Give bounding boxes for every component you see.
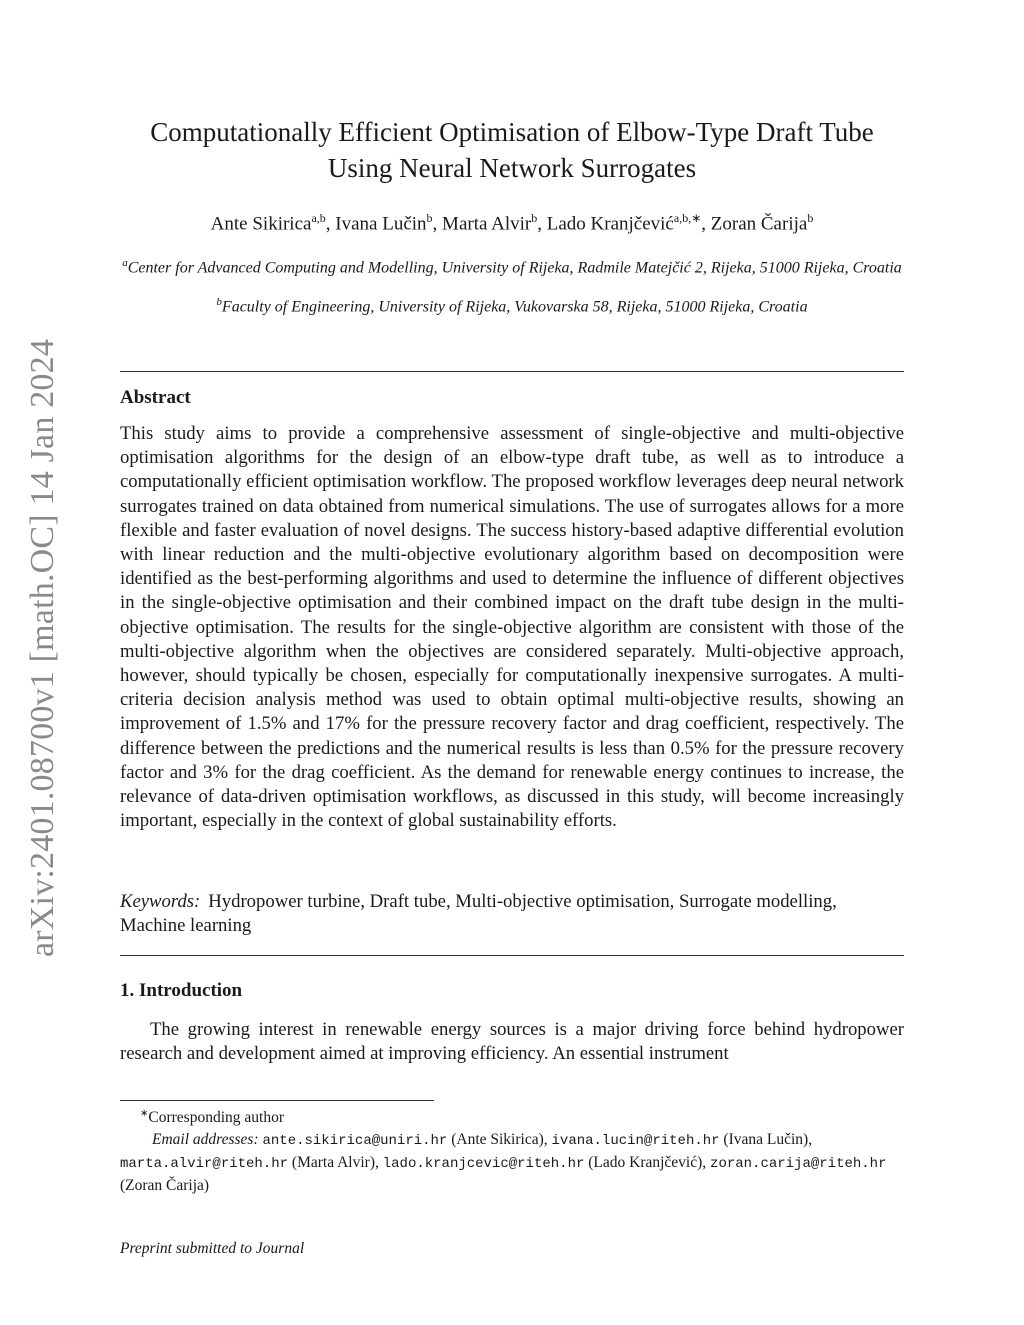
arxiv-stamp: [18, 340, 68, 955]
affiliation-text: Faculty of Engineering, University of Rijeka, Vukovarska 58, Rijeka, 51000 Rijeka, Croatia: [221, 298, 808, 316]
author-name: Ante Sikirica: [210, 213, 312, 235]
affiliation-text: Center for Advanced Computing and Modelling, University of Rijeka, Radmile Matejčić 2, Rijeka, 51000 Rijeka, Croatia: [127, 259, 902, 277]
corresponding-author-note: [120, 1103, 904, 1129]
arxiv-stamp-text: arXiv:2401.08700v1 [math.OC] 14 Jan 2024: [24, 338, 62, 957]
abstract-heading: Abstract: [120, 387, 191, 408]
email-link[interactable]: lado.kranjcevic@riteh.hr: [382, 1156, 585, 1173]
affiliation-label: a: [122, 257, 128, 269]
author-name: Lado Kranjčević: [546, 213, 674, 235]
email-label: Email addresses:: [152, 1131, 259, 1149]
email-owner: (Marta Alvir): [291, 1154, 375, 1172]
author-affiliation-mark: a,b,∗: [673, 211, 702, 225]
author-affiliation-mark: b: [807, 211, 814, 225]
email-owner: (Ivana Lučin): [723, 1131, 809, 1149]
author-name: Ivana Lučin: [335, 213, 427, 235]
author-affiliation-mark: b: [426, 211, 433, 225]
affiliation-a: [120, 253, 904, 278]
author-list: Ante Sikirica$^{a,b}$, Ivana Lučin$^b$, Marta Alvir$^b$, Lado Kranjčević$^{a,b,∗}$, Zoran Čarija$^b$: [210, 211, 814, 235]
abstract-body: This study aims to provide a comprehensive assessment of single-objective and multi-objective optimisation algorithms for the design of an elbow-type draft tube, as well as to introduce a computationally efficient optimisation workflow. The proposed workflow leverages deep neural network surrogates trained on data obtained from numerical simulations. The use of surrogates allows for a more flexible and faster evaluation of novel designs. The success history-based adaptive differential evolution with linear reduction and the multi-objective evolutionary algorithm based on decomposition were identified as the best-performing algorithms and used to determine the influence of different objectives in the single-objective optimisation and their combined impact on the draft tube design in the multi-objective optimisation. The results for the single-objective algorithm are consistent with those of the multi-objective algorithm when the objectives are considered separately. Multi-objective approach, however, should typically be chosen, especially for computationally inexpensive surrogates. A multi-criteria decision analysis method was used to obtain optimal multi-objective results, showing an improvement of 1.5% and 17% for the pressure recovery factor and drag coefficient, respectively. The difference between the predictions and the numerical results is less than 0.5% for the pressure recovery factor and 3% for the drag coefficient. As the demand for renewable energy continues to increase, the relevance of data-driven optimisation workflows, as discussed in this study, will become increasingly important, especially in the context of global sustainability efforts.: [120, 423, 904, 832]
keywords: [120, 890, 904, 938]
email-owner: (Ante Sikirica): [451, 1131, 544, 1149]
email-link[interactable]: ivana.lucin@riteh.hr: [551, 1133, 720, 1150]
introduction-heading: 1. Introduction: [120, 980, 243, 1001]
abstract-bottom-rule: [120, 955, 904, 956]
author-name: Marta Alvir: [442, 213, 532, 235]
author-affiliation-mark: b: [531, 211, 538, 225]
email-link[interactable]: marta.alvir@riteh.hr: [120, 1156, 289, 1173]
affiliation-label: b: [216, 296, 222, 308]
introduction-body: The growing interest in renewable energy sources is a major driving force behind hydropower research and development aimed at improving efficiency. An essential instrument: [120, 1019, 904, 1065]
author-name: Zoran Čarija: [710, 213, 808, 235]
author-affiliation-mark: a,b: [311, 211, 326, 225]
paper-title: Computationally Efficient Optimisation of Elbow-Type Draft Tube Using Neural Network Surrogates: [150, 117, 874, 183]
keywords-label: Keywords:: [120, 891, 201, 912]
corresponding-author-text: Corresponding author: [148, 1109, 284, 1127]
email-addresses: Email addresses: ante.sikirica@uniri.hr (Ante Sikirica), ivana.lucin@riteh.hr (Ivana Lučin), marta.alvir@riteh.hr (Marta Alvir), lado.kranjcevic@riteh.hr (Lado Kranjčević), zoran.carija@riteh.hr (Zoran Čarija): [120, 1131, 887, 1195]
affiliation-b: [120, 292, 904, 317]
footnotes: [120, 1103, 904, 1197]
keywords-list: Hydropower turbine, Draft tube, Multi-objective optimisation, Surrogate modelling, Machine learning: [120, 891, 837, 937]
email-link[interactable]: ante.sikirica@uniri.hr: [262, 1133, 448, 1150]
footnote-rule: [120, 1100, 434, 1101]
preprint-note: Preprint submitted to Journal: [120, 1240, 305, 1257]
email-owner: (Zoran Čarija): [120, 1177, 210, 1195]
email-link[interactable]: zoran.carija@riteh.hr: [710, 1156, 887, 1173]
abstract-top-rule: [120, 371, 904, 372]
corresponding-mark: ∗: [140, 1108, 149, 1119]
email-owner: (Lado Kranjčević): [588, 1154, 703, 1172]
